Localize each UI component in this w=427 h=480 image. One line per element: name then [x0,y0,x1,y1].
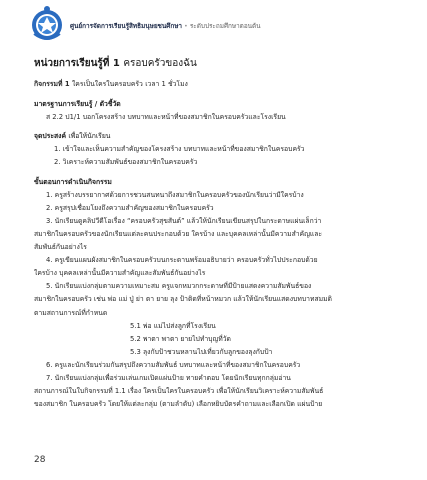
header-level: ระดับประถมศึกษาตอนต้น [189,22,261,30]
page-number: 28 [34,455,46,465]
activity-time: เวลา 1 ชั่วโมง [145,80,188,88]
procedure-step-4: 4. ครูเขียนแผนผังสมาชิกในครอบครัวบนกระดานพร้อมอธิบายว่า ครอบครัวทั่วไปประกอบด้วย [46,256,318,265]
objectives-heading [34,130,396,143]
procedure-step-5-cont: ตามสถานการณ์ที่กำหนด [34,308,108,317]
procedure-step-3-cont: สัมพันธ์กันอย่างไร [34,243,87,252]
procedure-step-7-cont: ของสมาชิก ในครอบครัว โดยให้แต่ละกลุ่ม (ตามลำดับ) เลือกหยิบบัตรคำถามและเลือกเปิด แผ่นป้าย [34,400,323,409]
standard-heading: มาตรฐานการเรียนรู้ / ตัวชี้วัด [34,100,121,109]
page-header [28,4,408,46]
standard-text: ส 2.2 ป1/1 บอกโครงสร้าง บทบาทและหน้าที่ของสมาชิกในครอบครัวและโรงเรียน [46,113,286,122]
center-logo-icon [28,4,66,46]
procedure-step-2: 2. ครูสรุปเชื่อมโยงถึงความสำคัญของสมาชิกในครอบครัว [46,203,214,212]
document-body [34,56,396,411]
unit-label: หน่วยการเรียนรู้ที่ 1 [34,58,120,69]
objective-item: 2. วิเคราะห์ความสัมพันธ์ของสมาชิกในครอบครัว [54,158,198,167]
objectives-heading-label: จุดประสงค์ [34,132,67,141]
objective-item: 1. เข้าใจและเห็นความสำคัญของโครงสร้าง บทบาทและหน้าที่ของสมาชิกในครอบครัว [54,145,305,154]
procedure-step-3: 3. นักเรียนดูคลิปวีดีโอเรื่อง “ครอบครัวสุขสันต์” แล้วให้นักเรียนเขียนสรุปในกระดาษแผ่นเล็กว่า [46,216,322,225]
procedure-step-1: 1. ครูสร้างบรรยากาศด้วยการชวนสนทนาถึงสมาชิกในครอบครัวของนักเรียนว่ามีใครบ้าง [46,190,304,199]
procedure-step-5: 5. นักเรียนแบ่งกลุ่มตามความเหมาะสม ครูแจกหมวกกระดาษที่มีป้ายแสดงความสัมพันธ์ของ [46,282,312,291]
procedure-heading: ขั้นตอนการดำเนินกิจกรรม [34,177,112,186]
procedure-step-7: 7. นักเรียนแบ่งกลุ่มเพื่อร่วมเล่นเกมเปิดแผ่นป้าย ทายคำตอบ โดยนักเรียนทุกกลุ่มอ่าน [46,373,291,382]
unit-title [34,56,396,72]
procedure-step-7-cont: สถานการณ์ในใบกิจกรรมที่ 1.1 เรื่อง ใครเป็นใครในครอบครัว เพื่อให้นักเรียนวิเคราะห์ความสัมพันธ์ [34,387,324,396]
header-separator: • [184,22,188,30]
activity-label: กิจกรรมที่ 1 [34,80,70,88]
activity-line [34,78,396,91]
procedure-step-6: 6. ครูและนักเรียนร่วมกันสรุปถึงความสัมพันธ์ บทบาทและหน้าที่ของสมาชิกในครอบครัว [46,360,301,369]
scenario-item: 5.3 ลุงกับป้าชวนหลานไปเที่ยวกับลูกของลุงกับป้า [130,347,273,356]
unit-name: ครอบครัวของฉัน [123,58,197,69]
activity-name: ใครเป็นใครในครอบครัว [71,80,143,88]
procedure-step-3-cont: สมาชิกในครอบครัวของนักเรียนแต่ละคนประกอบด้วย ใครบ้าง และบุคคลเหล่านั้นมีความสำคัญและ [34,229,323,238]
procedure-step-5-cont: สมาชิกในครอบครัว เช่น พ่อ แม่ ปู่ ย่า ตา ยาย ลุง ป้าติดที่หน้าหมวก แล้วให้นักเรียนแสดงบทบาทสมมติ [34,295,332,304]
procedure-step-4-cont: ใครบ้าง บุคคลเหล่านั้นมีความสำคัญและสัมพันธ์กันอย่างไร [34,269,206,278]
header-school: ศูนย์การจัดการเรียนรู้สิทธิมนุษยชนศึกษา [70,22,182,30]
scenario-item: 5.1 พ่อ แม่ไปส่งลูกที่โรงเรียน [130,321,216,330]
scenario-item: 5.2 พาตา พาตา ยายไปทำบุญที่วัด [130,334,231,343]
objectives-intro: เพื่อให้นักเรียน [68,132,111,141]
header-title [70,21,261,31]
